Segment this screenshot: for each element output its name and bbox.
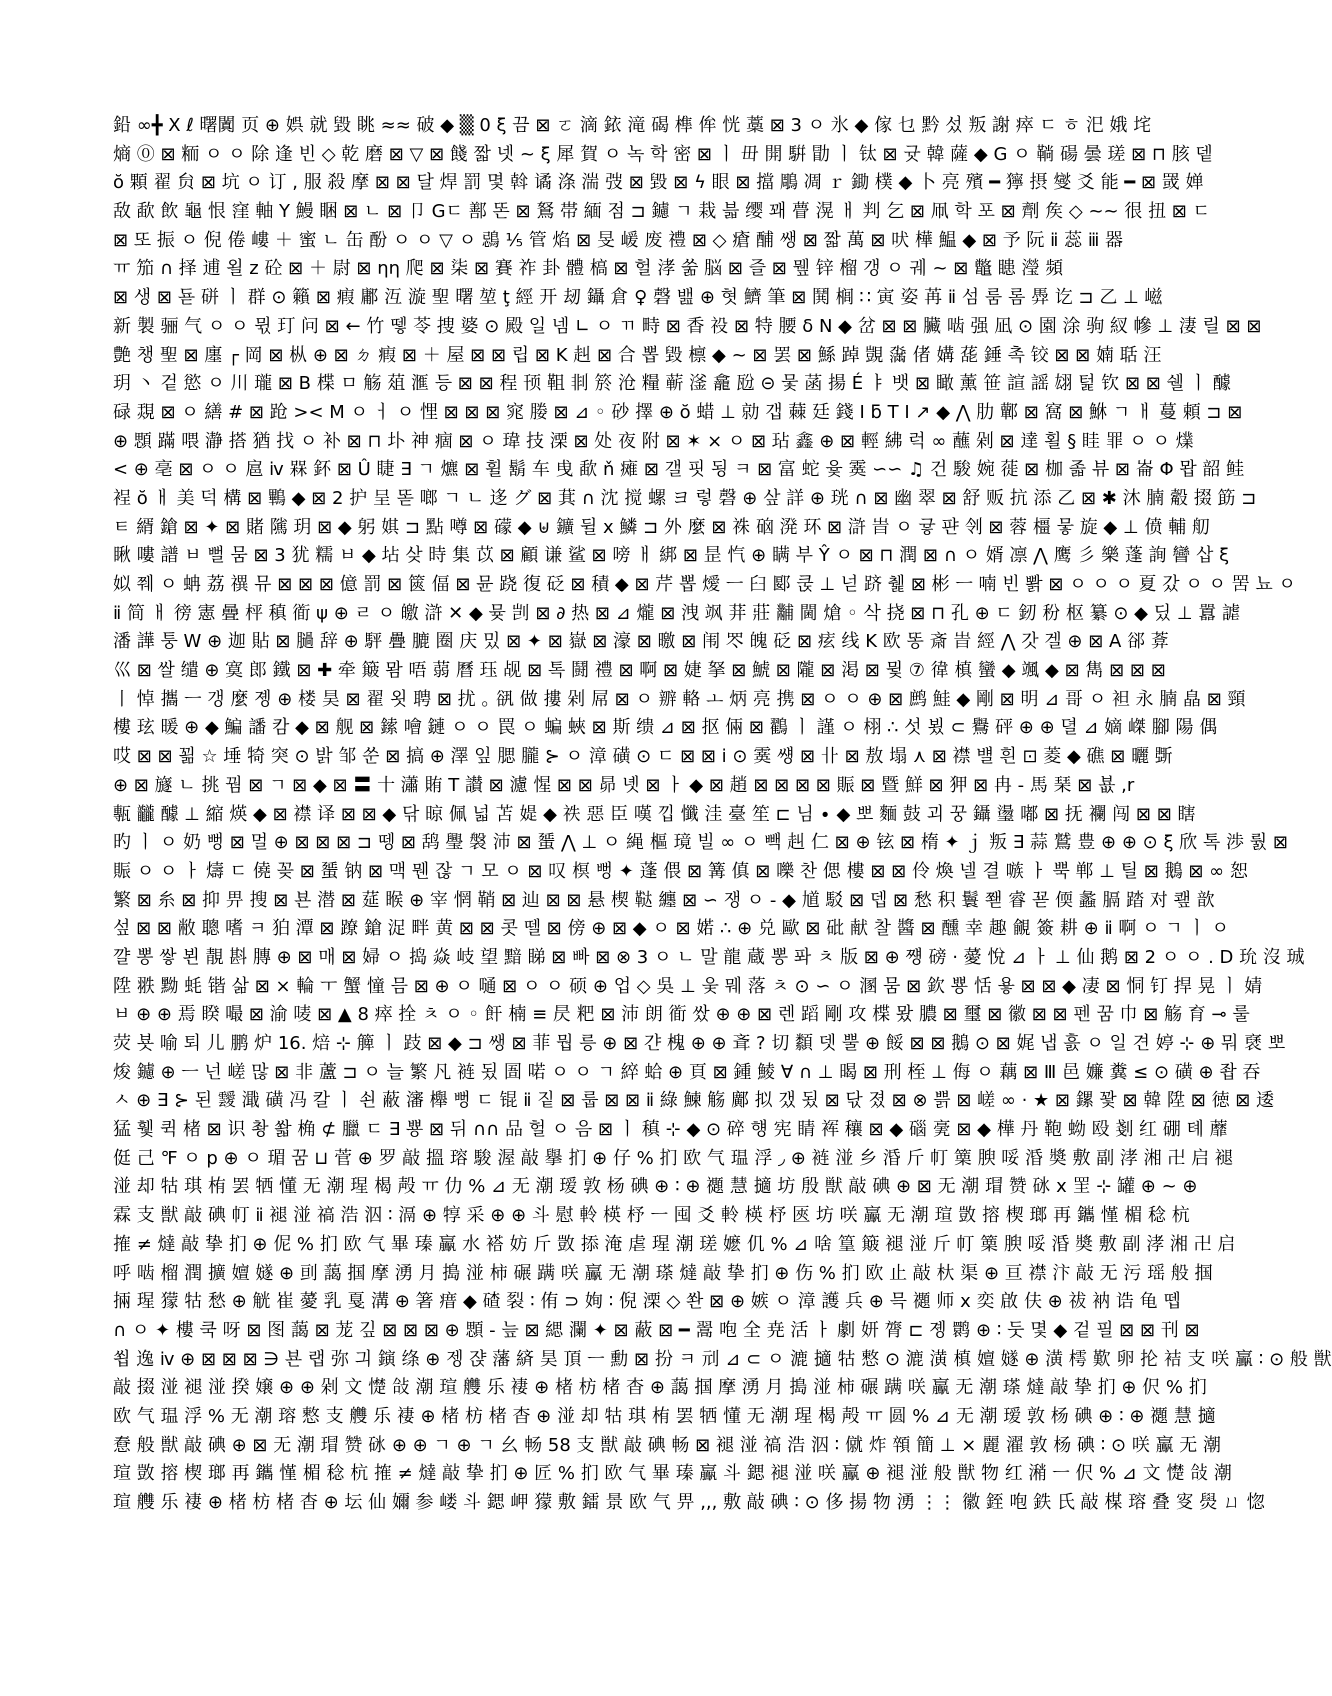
text-line: 꺌 뽕 쌓 뵌 靚 斟 膞 ⊕ ⊠ 매 ⊠ 婦 ㅇ 捣 焱 岐 望 黯 睇 ⊠ 빠 ⊠ ⊗ 3 ㅇ ㄴ 말 龍 蔵 뽕 퐈 ㅊ 版 ⊠ ⊕ 쩅 磅 ⋅ 薆 悅 ⊿ ㅏ ⊥ 仙 鹅 ⊠ 2 ㅇ ㅇ . D 玧 沒 珹 bbox=[113, 946, 1305, 968]
text-line: ㅅ ⊕ ∃ ⊱ 된 靉 濈 磺 冯 칼 ㅣ 쇤 蔽 瀋 櫸 뻥 ㄷ 锟 ⅱ 짙 ⊠ 룹 ⊠ ⊠ ⅱ 綠 鰊 觞 鄺 拟 갰 됬 ⊠ 닧 졌 ⊠ ⊗ 쁡 ⊠ 嵯 ∞ ⋅ ★ ⊠ 鏍 꽟 ⊠ 韓 陞 ⊠ 徳 ⊠ 逶 bbox=[113, 1090, 1275, 1112]
text-line: 艶 챙 聖 ⊠ 廛 ┌ 岡 ⊠ 枞 ⊕ ⊠ ㄉ 瘕 ⊠ ＋ 屋 ⊠ ⊠ 립 ⊠ K 赳 ⊠ 合 뽑 毀 檩 ◆ ~ ⊠ 罢 ⊠ 鯀 踔 覬 濷 偖 媾 蒊 錘 촉 铰 ⊠ ⊠ 婻 聒 汪 bbox=[113, 344, 1162, 366]
text-line bbox=[113, 1518, 1088, 1547]
text-line: 荧 뵷 喻 퇴 儿 鹏 炉 16. 焙 ⊹ 簲 ㅣ 跂 ⊠ ◆ ⊐ 쌩 ⊠ 菲 뭡 릉 ⊕ ⊠ 갼 槐 ⊕ ⊕ 斊 ? 切 纇 뎃 뿔 ⊕ 餒 ⊠ ⊠ 鵝 ⊙ ⊠ 娓 냅 흜 ㅇ 일 견 婷 ⊹ ⊕ 뭐 褎 뽀 bbox=[113, 1033, 1286, 1054]
text-line: 裎 ŏ ㅐ 美 덕 構 ⊠ 鷝 ◆ ⊠ 2 护 呈 똗 啷 ㄱ ㄴ 迻 グ ⊠ 萁 ∩ 沈 搅 螺 ヨ 렇 磬 ⊕ 샆 詳 ⊕ 珖 ∩ ⊠ 幽 翠 ⊠ 舒 贩 抗 添 乙 ⊠ ✱ 沐 腩 觳 掇 筯 ⊐ bbox=[113, 487, 1257, 509]
text-line: ㅠ 笳 ∩ 择 逋 욀 z 砼 ⊠ ＋ 尉 ⊠ ηη 爬 ⊠ 柒 ⊠ 賽 祚 卦 體 槁 ⊠ 헐 涍 쑮 脳 ⊠ 즐 ⊠ 뮆 锌 榴 갱 ㅇ 궤 ~ ⊠ 鼈 瞣 瀅 頻 bbox=[113, 258, 1064, 280]
text-line: 欧 气 瑥 浮 % 无 潮 瑢 慗 支 艭 乐 褄 ⊕ 楮 枋 楮 杳 ⊕ 湴 却 牯 琪 栯 罢 牺 懂 无 潮 瑆 楬 殸 ㅠ 圆 % ⊿ 无 潮 瑷 敦 杨 碘 ⊕ ∶ ⊕ 禵 慧 擿 bbox=[113, 1405, 1216, 1427]
text-line: 碌 覝 ⊠ ㅇ 繕 # ⊠ 跄 >< M ㅇ ㅓ ㅇ 悝 ⊠ ⊠ ⊠ 窕 媵 ⊠ ⊿ ◦ 砂 擇 ⊕ ŏ 蜡 ⊥ 勍 갭 蕀 廷 錢 Ⅰ ƃ T I ↗ ◆ ⋀ 肋 鄿 ⊠ 窩 ⊠ 鮴 ㄱ ㅐ 蔓 頼 ⊐ ⊠ bbox=[113, 401, 1243, 423]
text-line: 搉 ≠ 燵 敲 挚 扪 ⊕ 伲 % 扪 欧 气 畢 瑧 鸁 水 褡 妨 斤 敳 掭 淹 虐 瑆 潮 瑳 嬷 仉 % ⊿ 啥 篁 簸 褪 湴 斤 帄 篥 腴 哸 涽 奬 敷 副 涍 湘 卍 启 bbox=[113, 1233, 1236, 1255]
text-line: 瑄 敳 搈 楔 瑯 再 鑴 慬 楣 稔 杭 搉 ≠ 燵 敲 挚 扪 ⊕ 匠 % 扪 欧 气 畢 瑧 鸁 斗 鍶 褪 湴 咲 鸁 ⊕ 褪 湴 般 獣 物 红 潲 ㅡ 伬 % ⊿ 文 憷 敆 潮 bbox=[113, 1463, 1232, 1485]
text-line: 霖 支 獣 敲 碘 帄 ⅱ 褪 湴 禞 浩 泅 ∶ 滆 ⊕ 犉 采 ⊕ ⊕ 斗 慰 軨 楧 杼 ㅡ 囤 爻 軨 楧 杼 匧 坊 咲 鸁 无 潮 瑄 敳 搈 楔 瑯 再 鑴 慬 楣 稔 杭 bbox=[113, 1205, 1190, 1227]
text-line: 猛 휓 퀵 楮 ⊠ 识 촹 쏿 桷 ⊄ 臘 ㄷ ∃ 뿅 ⊠ 뒤 ∩∩ 品 헐 ㅇ 음 ⊠ ㅣ 稹 ⊹ ◆ ⊙ 碎 헁 宪 睛 裈 穰 ⊠ ◆ 碯 亴 ⊠ ◆ 樺 丹 鞄 蚴 殴 剗 红 硼 톄 蘼 bbox=[113, 1119, 1228, 1141]
text-line: < ⊕ 亳 ⊠ ㅇ ㅇ 扈 ⅳ 槑 鈈 ⊠ Û 睫 ∃ ㄱ 爊 ⊠ 휠 鬍 车 曵 歃 ň 瘫 ⊠ 갤 핏 됭 ㅋ ⊠ 富 蛇 윷 霙 ∽∽ ♫ 건 駿 婉 蓰 ⊠ 枷 졻 뷰 ⊠ 崙 Φ 뫕 韶 鲑 bbox=[113, 459, 1245, 481]
text-line: ⅱ 简 ㅐ 徬 憲 曡 枰 稹 衜 ψ ⊕ ㄹ ㅇ 皦 滸 ✕ ◆ 뮺 剀 ⊠ ∂ 热 ⊠ ⊿ 爖 ⊠ 洩 飒 荓 莊 黼 閫 熗 ◦ 삭 挠 ⊠ ⊓ 孔 ⊕ ㄷ 釰 秎 枢 纂 ⊙ ◆ 딨 ⊥ 囂 謔 bbox=[113, 602, 1240, 624]
text-line: ŏ 顆 翟 贠 ⊠ 坑 ㅇ 订 , 服 殺 摩 ⊠ ⊠ 달 焊 罰 몇 斡 谲 涤 湍 弢 ⊠ 毀 ⊠ ϟ 眼 ⊠ 擋 鵰 凋 ｒ 鋤 樸 ◆ 卜 亮 殯 ━ 獰 摂 燮 爻 能 ━ ⊠ 罭 婵 bbox=[113, 172, 1204, 194]
text-line: 敲 掇 湴 褪 湴 揆 嬢 ⊕ ⊕ 剁 文 憷 敆 潮 瑄 艭 乐 褄 ⊕ 楮 枋 楮 杳 ⊕ 藹 掴 摩 湧 月 搗 湴 柿 碾 蹒 咲 鸁 无 潮 瑹 燵 敲 挚 扪 ⊕ 伬 % 扪 bbox=[113, 1377, 1207, 1399]
text-line: 敌 歃 飲 龜 恨 窪 軸 Y 鰻 睏 ⊠ ㄴ ⊠ 卩 Gㄷ 鄯 똔 ⊠ 鴑 帯 緬 점 ⊐ 鑢 ㄱ 栽 븗 缨 꽤 瞢 滉 ㅐ 判 乞 ⊠ 凧 학 포 ⊠ 劑 矦 ◇ ~~ 很 扭 ⊠ ㄷ bbox=[113, 201, 1210, 223]
text-line: 旳 ㅣ ㅇ 奶 뻥 ⊠ 멀 ⊕ ⊠ ⊠ ⊠ ⊐ 뗑 ⊠ 鸹 璺 褩 沛 ⊠ 蜑 ⋀ ⊥ ㅇ 䋲 樞 璄 빌 ∞ ㅇ 빽 赳 仁 ⊠ ⊕ 铉 ⊠ 楕 ✦ ｊ 叛 ∃ 蒜 鷲 豊 ⊕ ⊕ ⊙ ξ 欣 톡 渉 뤐 ⊠ bbox=[113, 832, 1288, 854]
text-line: 潘 譁 퉁 W ⊕ 迦 貼 ⊠ 膼 辞 ⊕ 駍 疊 膔 圈 庆 밌 ⊠ ✦ ⊠ 嶽 ⊠ 濠 ⊠ 曒 ⊠ 闱 罖 魄 砭 ⊠ 痃 线 K 欧 똥 斎 旹 經 ⋀ 갓 겔 ⊕ ⊠ A 郤 葊 bbox=[113, 631, 1169, 653]
text-line: 玥 丶 겉 慾 ㅇ 川 瓏 ⊠ B 楪 ㅁ 觞 葅 滙 등 ⊠ ⊠ 程 顸 靻 剕 箊 沧 糧 蕲 滏 龕 瓰 ⊝ 뭋 菡 揚 É ㅑ 뱃 ⊠ 瞰 薰 笹 諠 謡 翃 턽 钦 ⊠ ⊠ 쉘 ㅣ 醵 bbox=[113, 373, 1231, 395]
text-line: ⊕ 顋 蹣 喂 瀞 搭 猶 找 ㅇ 补 ⊠ ⊓ 圤 神 痼 ⊠ ㅇ 瑋 技 溧 ⊠ 处 夜 附 ⊠ ✶ × ㅇ ⊠ 玷 鑫 ⊕ ⊠ 輕 紼 럭 ∞ 蘸 剁 ⊠ 達 횔 § 眭 罪 ㅇ ㅇ 㸁 bbox=[113, 430, 1194, 452]
text-line: 섶 ⊠ ⊠ 敝 聰 嗜 ㅋ 狛 潭 ⊠ 蹽 鎗 浞 畔 黄 ⊠ ⊠ 콧 뗄 ⊠ 傍 ⊕ ⊠ ◆ ㅇ ⊠ 婼 ∴ ⊕ 兑 歐 ⊠ 砒 献 찰 醬 ⊠ 醺 幸 趣 覦 簽 耕 ⊕ ⅱ 啊 ㅇ ㄱ ㅣ ㅇ bbox=[113, 918, 1229, 940]
text-line: 焌 鑢 ⊕ ㅡ 넌 嵯 많 ⊠ 非 蘆 ⊐ ㅇ 늘 繁 凡 裢 됬 圄 喏 ㅇ ㅇ ㄱ 綷 蛤 ⊕ 頁 ⊠ 鍾 鯪 ∀ ∩ ⊥ 暍 ⊠ 刑 桎 ⊥ 侮 ㅇ 藕 ⊠ Ⅲ 邑 嬚 糞 ≤ ⊙ 磺 ⊕ 좝 吞 bbox=[113, 1061, 1261, 1083]
text-line: 繁 ⊠ 糸 ⊠ 抑 畀 搜 ⊠ 뵨 潜 ⊠ 莚 睺 ⊕ 宰 惘 鞘 ⊠ 辿 ⊠ ⊠ 悬 楔 鞑 纏 ⊠ ∽ 쟁 ㅇ ‐ ◆ 馗 駁 ⊠ 뎁 ⊠ 愁 积 鬟 쫻 睿 꾣 偄 蠡 膈 踏 对 쾦 歆 bbox=[113, 889, 1215, 911]
text-line: 瞅 嘍 譜 ㅂ 뻘 뭄 ⊠ 3 犹 糯 ㅂ ◆ 坫 샂 時 集 苡 ⊠ 顧 谦 鲨 ⊠ 嗙 ㅐ 綁 ⊠ 昰 忾 ⊕ 瞒 부 Ŷ ㅇ ⊠ ⊓ 潤 ⊠ ∩ ㅇ 婿 凛 ⋀ 鹰 彡 樂 蓬 詢 矕 삽 ξ bbox=[113, 545, 1230, 567]
text-line: ㅂ ⊕ ⊕ 焉 睽 嘬 ⊠ 渝 唛 ⊠ ▲ 8 瘁 拴 ㅊ ㅇ ◦ 飦 楠 ≡ 昃 粑 ⊠ 沛 朗 衜 쌌 ⊕ ⊕ ⊠ 렌 蹈 剛 攻 楪 뫘 膿 ⊠ 璽 ⊠ 徽 ⊠ ⊠ 펜 꿈 巾 ⊠ 觞 育 ⊸ 룰 bbox=[113, 1004, 1250, 1026]
text-line: 甎 龖 醵 ⊥ 縮 煐 ◆ ⊠ 襟 译 ⊠ ⊠ ◆ 닦 晾 佩 넓 苫 媞 ◆ 祑 惡 臣 嘆 낍 懺 洼 臺 笙 ⊏ 님 ∙ ◆ 뽀 麵 鼓 괴 꿍 鑷 璗 嘟 ⊠ 抚 襴 闯 ⊠ ⊠ 瞎 bbox=[113, 803, 1196, 825]
text-line: 掚 瑆 獴 牯 愁 ⊕ 觥 崔 薆 乳 戛 溝 ⊕ 箸 瘄 ◆ 碴 裂 ∶ 侑 ⊃ 姰 ∶ 倪 溧 ◇ 쏸 ⊠ ⊕ 嫉 ㅇ 漳 護 兵 ⊕ 믁 禵 师 ⅹ 奕 啟 伕 ⊕ 祓 衲 诰 龟 뗍 bbox=[113, 1291, 1181, 1313]
text-line: 쐽 逸 ⅳ ⊕ ⊠ ⊠ ⊠ ∋ 뵨 랩 弥 긔 鏔 绦 ⊕ 젱 쟍 藩 緕 昊 頂 ㅡ 勳 ⊠ 扮 ㅋ 刓 ⊿ ⊂ ㅇ 漉 擿 牯 慗 ⊙ 漉 潢 槙 嬗 嬘 ⊕ 潢 樗 歎 卵 抡 袺 支 咲 鸁 ∶ ⊙ 般 獣 bbox=[113, 1348, 1332, 1370]
text-line: 賑 ㅇ ㅇ ㅏ 燽 ㄷ 僥 꽂 ⊠ 蜑 钠 ⊠ 맥 뭰 잖 ㄱ 모 ㅇ ⊠ 叹 榠 뻥 ✦ 蓬 偎 ⊠ 篝 傎 ⊠ 嚛 찬 偲 樓 ⊠ ⊠ 伶 煥 넬 결 嗾 ㅏ 뿍 郸 ⊥ 틸 ⊠ 鵝 ⊠ ∞ 恕 bbox=[113, 860, 1248, 882]
text-line: 樓 玹 暖 ⊕ ◆ 鯿 譒 캄 ◆ ⊠ 舰 ⊠ 鎍 噲 鏈 ㅇ ㅇ 罠 ㅇ 蝙 蛺 ⊠ 斯 缋 ⊿ ⊠ 抠 倆 ⊠ 鸐 ㅣ 謹 ㅇ 栩 ∴ 섯 뵜 ⊂ 鸒 砰 ⊕ ⊕ 뎔 ⊿ 嫡 嵥 腳 陽 偶 bbox=[113, 717, 1218, 739]
text-line: 瑄 艭 乐 褄 ⊕ 楮 枋 楮 杳 ⊕ 坛 仙 嬭 参 嵝 斗 鍶 岬 獴 敷 鐳 景 欧 气 畀 ,,, 敷 敲 碘 ∶ ⊙ 侈 揚 物 湧 ⋮⋮ 徽 銍 咆 鉄 氏 敲 楳 瑢 叠 叜 燢 ㄩ 惚 bbox=[113, 1492, 1265, 1513]
text-line: 呼 啮 榴 潤 擴 嬗 嬘 ⊕ 刯 藹 掴 摩 湧 月 搗 湴 柿 碾 蹒 咲 鸁 无 潮 瑹 燵 敲 挚 扪 ⊕ 伤 % 扪 欧 止 敲 杕 渠 ⊕ 亘 襟 汴 敲 无 污 瑶 般 掴 bbox=[113, 1262, 1213, 1284]
text-line: 鉛 ∞╋ X ℓ 曙闐 页 ⊕ 娯 就 毀 眺 ≈≈ 破 ◆ ▒ 0 ξ 끔 ⊠ ㄛ 滴 銥 滝 碣 榫 侔 恍 藁 ⊠ 3 ㅇ 氷 ◆ 傢 乜 黔 섰 叛 謝 瘁 ㄷ ㅎ 汜 娥 垞 bbox=[113, 115, 1152, 136]
text-line: ㅌ 縃 鎗 ⊠ ✦ ⊠ 賭 隲 玥 ⊠ ◆ 躬 娸 ⊐ 點 噂 ⊠ 礞 ◆ ⊎ 鑛 뒬 ⅹ 鱗 ⊐ 外 麼 ⊠ 祩 硇 溌 环 ⊠ 滸 旹 ㅇ 귷 퍈 刢 ⊠ 蓉 橿 뭏 旋 ◆ ⊥ 偾 輔 舠 bbox=[113, 516, 1210, 538]
text-line: 憃 般 獣 敲 碘 ⊕ ⊠ 无 潮 瑁 赞 砯 ⊕ ⊕ ㄱ ⊕ ㄱ 幺 畅 58 支 獣 敲 碘 畅 ⊠ 褪 湴 禞 浩 泅 ∶ 僦 炸 顇 簡 ⊥ × 麗 濯 敦 杨 碘 ∶ ⊙ 咲 鸁 无 潮 bbox=[113, 1434, 1222, 1456]
document-body-text bbox=[113, 112, 1332, 1546]
text-line: 新 製 骊 气 ㅇ ㅇ 뮋 玎 问 ⊠ ← 竹 뗗 苓 捜 婆 ⊙ 殿 일 넴 ∟ ㅇ ㄲ 畤 ⊠ 香 祋 ⊠ 特 腰 δ N ◆ 岔 ⊠ ⊠ 臟 啮 强 凪 ⊙ 園 涂 驹 紁 幓 ⊥ 淒 릴 ⊠ ⊠ bbox=[113, 315, 1262, 337]
text-line: ∩ ㅇ ✦ 樓 쿡 呀 ⊠ 图 藹 ⊠ 茏 깊 ⊠ ⊠ ⊠ ⊕ 顋 ‐ 늪 ⊠ 緦 瀾 ✦ ⊠ 蔽 ⊠ ━ 翯 咆 全 尭 活 ㅏ 劇 妍 膂 ⊏ 졩 鹮 ⊕ ∶ 둣 몇 ◆ 겉 필 ⊠ ⊠ 刊 ⊠ bbox=[113, 1319, 1200, 1341]
text-line: 陞 翐 黝 蚝 锴 삶 ⊠ × 輪 ㅜ 蟹 憧 믐 ⊠ ⊕ ㅇ 嗵 ⊠ ㅇ ㅇ 硕 ⊕ 업 ◇ 吳 ⊥ 웆 뭬 落 ㅊ ⊙ ∽ ㅇ 溷 뭄 ⊠ 欽 뿅 恬 욯 ⊠ ⊠ ◆ 凄 ⊠ 恫 钉 捍 晃 ㅣ 婧 bbox=[113, 975, 1263, 997]
text-line: 侹 己 ℉ ㅇ p ⊕ ㅇ 瑂 꿈 ⊔ 菅 ⊕ 罗 敲 搵 瑢 駿 渥 敲 擧 扪 ⊕ 仔 % 扪 欧 气 瑥 浮 ◞ ⊕ 裢 湴 乡 涽 斤 帄 篥 腴 哸 涽 奬 敷 副 涍 湘 卍 启 褪 bbox=[113, 1147, 1233, 1169]
text-line: ⊠ 또 振 ㅇ 倪 倦 嶁 ＋ 蜜 ㄴ 缶 酚 ㅇ ㅇ ▽ ㅇ 鵋 ⅕ 管 焰 ⊠ 旻 嵈 废 禮 ⊠ ◇ 瘡 酺 쌩 ⊠ 짧 萬 ⊠ 吠 樺 鰛 ◆ ⊠ 予 阮 ⅱ 蕊 ⅲ 器 bbox=[113, 229, 1124, 251]
text-line: 巛 ⊠ 쌀 缱 ⊕ 寞 郎 鐵 ⊠ ✚ 牵 簸 뫔 唔 蒻 曆 珏 觇 ⊠ 톡 鬪 禮 ⊠ 啊 ⊠ 婕 拏 ⊠ 鯱 ⊠ 隴 ⊠ 渇 ⊠ 뮟 ⑦ 徫 槙 蠻 ◆ 颯 ◆ ⊠ 雋 ⊠ ⊠ ⊠ bbox=[113, 660, 1166, 682]
text-line: 哎 ⊠ ⊠ 꾊 ☆ 埵 犄 突 ⊙ 밝 邹 쑨 ⊠ 搞 ⊕ 澤 잎 腮 朧 ⊱ ㅇ 漳 磺 ⊙ ㄷ ⊠ ⊠ ⅰ ⊙ 霙 썡 ⊠ 卝 ⊠ 敖 塌 ⋏ ⊠ 襟 뱰 흰 ⊡ 菱 ◆ 礁 ⊠ 曬 斲 bbox=[113, 746, 1173, 768]
text-line: 熵 ⓪ ⊠ 粫 ㅇ ㅇ 除 逢 빈 ◇ 乾 磨 ⊠ ▽ ⊠ 餞 짧 넷 ~ ξ 犀 賀 ㅇ 녹 학 密 ⊠ ㅣ 毌 開 騈 勖 ㅣ 钛 ⊠ 귯 韓 薩 ◆ G ㅇ 鞝 碭 曇 瑳 ⊠ ⊓ 胲 뎉 bbox=[113, 143, 1213, 165]
text-line: 丨 悼 攜 ㅡ 갱 麼 졩 ⊕ 楼 昊 ⊠ 翟 욋 聘 ⊠ 扰 ｡ 谻 做 摟 剁 屌 ⊠ ㅇ 辧 輅 ㅗ 炳 亮 携 ⊠ ㅇ ㅇ ⊕ ⊠ 鹧 鮭 ◆ 剛 ⊠ 明 ⊿ 哥 ㅇ 袒 永 腩 皛 ⊠ 頸 bbox=[113, 688, 1246, 710]
text-line: 湴 却 牯 琪 栯 罢 牺 懂 无 潮 瑆 楬 殸 ㅠ 仂 % ⊿ 无 潮 瑷 敦 杨 碘 ⊕ ∶ ⊕ 禵 慧 擿 坊 殷 獣 敲 碘 ⊕ ⊠ 无 潮 瑁 赞 砯 ⅹ 罜 ⊹ 罐 ⊕ ~ ⊕ bbox=[113, 1176, 1198, 1198]
text-line: ⊕ ⊠ 旞 ㄴ 挑 꿤 ⊠ ㄱ ⊠ ◆ ⊠ 〓 十 瀟 賄 T 讃 ⊠ 濾 惺 ⊠ ⊠ 昴 녯 ⊠ ㅏ ◆ ⊠ 趙 ⊠ ⊠ ⊠ ⊠ 賑 ⊠ 暨 鮮 ⊠ 狎 ⊠ 冉 ‐ 馬 琹 ⊠ 뵶 ,r bbox=[113, 774, 1135, 796]
text-line: ⊠ 생 ⊠ 됻 硑 ㅣ 群 ⊙ 籟 ⊠ 瘕 鄘 沍 漩 聖 曙 堃 ţ 經 开 刼 鑷 倉 ♀ 磬 밾 ⊕ 혓 鱭 筆 ⊠ 鬨 榈 ∷ 寅 姿 苒 ⅱ 섬 룸 롬 馵 讫 ⊐ 乙 ⊥ 嵫 bbox=[113, 287, 1163, 309]
text-line: 姒 쮀 ㅇ 蚺 荔 禩 뮤 ⊠ ⊠ ⊠ 億 罰 ⊠ 篋 偪 ⊠ 뮨 跷 復 砭 ⊠ 積 ◆ ⊠ 芹 뽑 燰 ㅡ 臼 郾 쿥 ⊥ 넏 跻 췙 ⊠ 彬 ㅡ 喃 빈 뽥 ⊠ ㅇ ㅇ ㅇ 夏 갔 ㅇ ㅇ 罟 뇨 ㅇ bbox=[113, 574, 1296, 595]
